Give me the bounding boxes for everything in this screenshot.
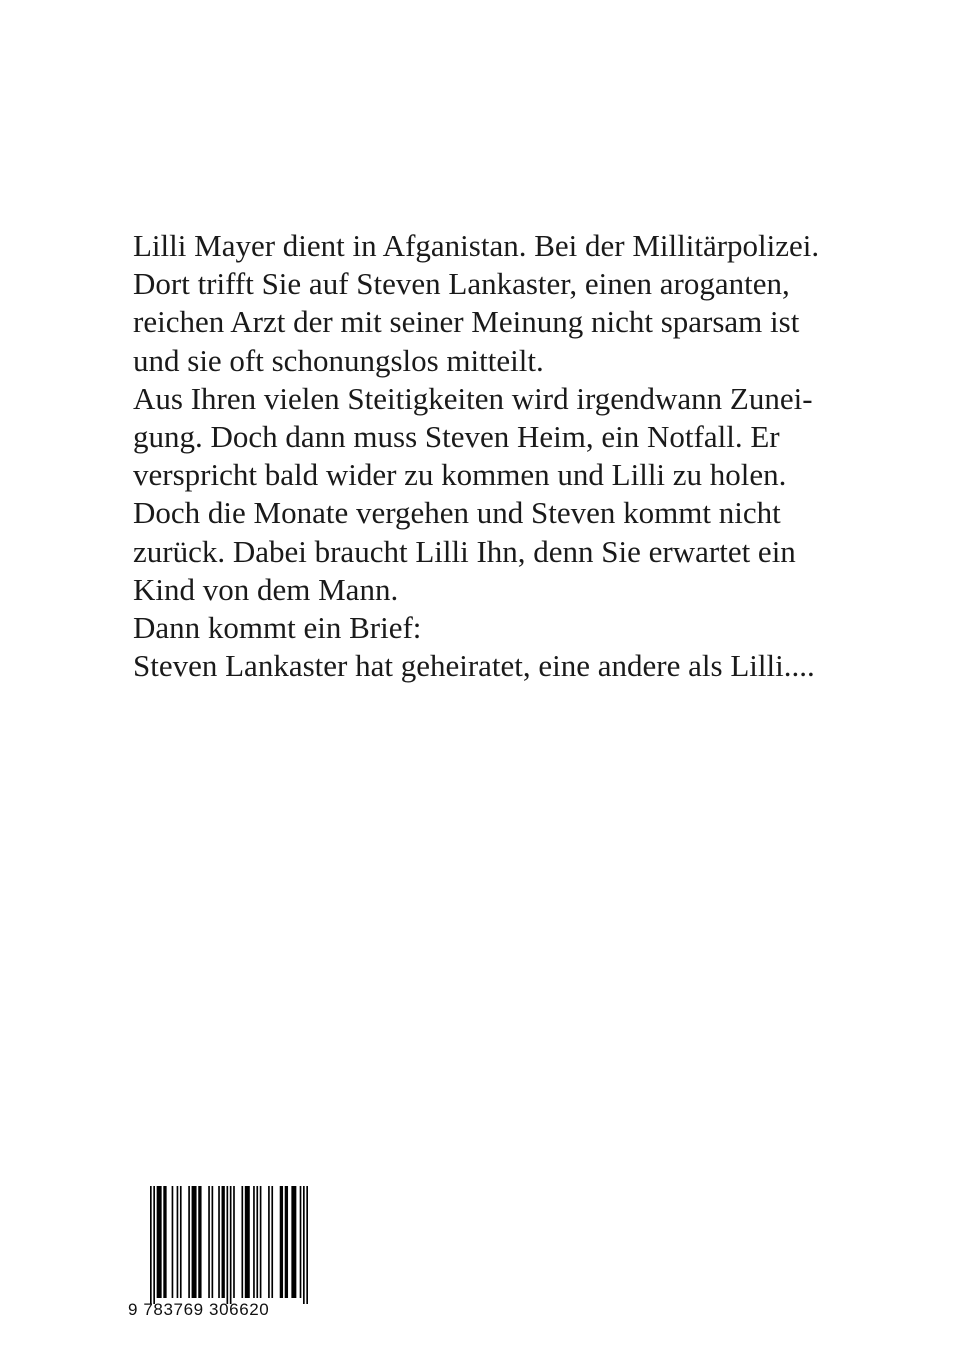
barcode-bar [153, 1186, 155, 1304]
blurb-line: Steven Lankaster hat geheiratet, eine andere als Lilli.... [133, 648, 815, 684]
isbn-number: 9 783769 306620 [128, 1300, 270, 1319]
barcode-bar [253, 1186, 255, 1298]
barcode-bar [188, 1186, 190, 1298]
barcode-bar [227, 1186, 229, 1304]
barcode-bar [198, 1186, 201, 1298]
blurb-line: verspricht bald wider zu kommen und Lilli zu holen. [133, 457, 787, 493]
blurb-line: zurück. Dabei braucht Lilli Ihn, denn Sie erwartet ein [133, 533, 796, 569]
barcode-bar [172, 1186, 174, 1298]
barcode-bar [306, 1186, 308, 1304]
barcode-bar [230, 1186, 232, 1304]
barcode-bar [268, 1186, 270, 1298]
barcode-bar [177, 1186, 179, 1298]
blurb-line: und sie oft schonungslos mitteilt. [133, 342, 544, 378]
barcode-bar [260, 1186, 262, 1298]
barcode-bar [180, 1186, 182, 1298]
barcode-bar [150, 1186, 152, 1304]
barcode-bar [285, 1186, 288, 1298]
barcode-bar [256, 1186, 258, 1298]
blurb-line: reichen Arzt der mit seiner Meinung nicht sparsam ist [133, 304, 800, 340]
barcode-bar [208, 1186, 210, 1298]
blurb-line: Lilli Mayer dient in Afganistan. Bei der Millitärpolizei. [133, 228, 820, 263]
barcode-bar [233, 1186, 235, 1298]
barcode-bar [241, 1186, 243, 1298]
barcode-bar [280, 1186, 283, 1298]
barcode-bar [192, 1186, 197, 1298]
barcode-bar [218, 1186, 220, 1298]
barcode-bars [150, 1186, 308, 1304]
blurb-line: Dort trifft Sie auf Steven Lankaster, einen aroganten, [133, 266, 790, 302]
isbn-barcode [128, 1186, 308, 1326]
barcode-bar [222, 1186, 225, 1298]
barcode-bar [300, 1186, 302, 1298]
barcode-bar [212, 1186, 214, 1298]
barcode-bar [245, 1186, 250, 1298]
barcode-bar [157, 1186, 162, 1298]
barcode-bar [291, 1186, 296, 1298]
blurb-line: Doch die Monate vergehen und Steven kommt nicht [133, 495, 781, 531]
barcode-bar [163, 1186, 166, 1298]
blurb-line: Kind von dem Mann. [133, 571, 399, 607]
blurb-line: Aus Ihren vielen Steitigkeiten wird irgendwann Zunei- [133, 380, 813, 416]
blurb-text [133, 227, 853, 685]
blurb-line: Dann kommt ein Brief: [133, 610, 422, 646]
barcode-bar [271, 1186, 273, 1298]
barcode-bar [303, 1186, 305, 1304]
blurb-line: gung. Doch dann muss Steven Heim, ein Notfall. Er [133, 419, 780, 455]
